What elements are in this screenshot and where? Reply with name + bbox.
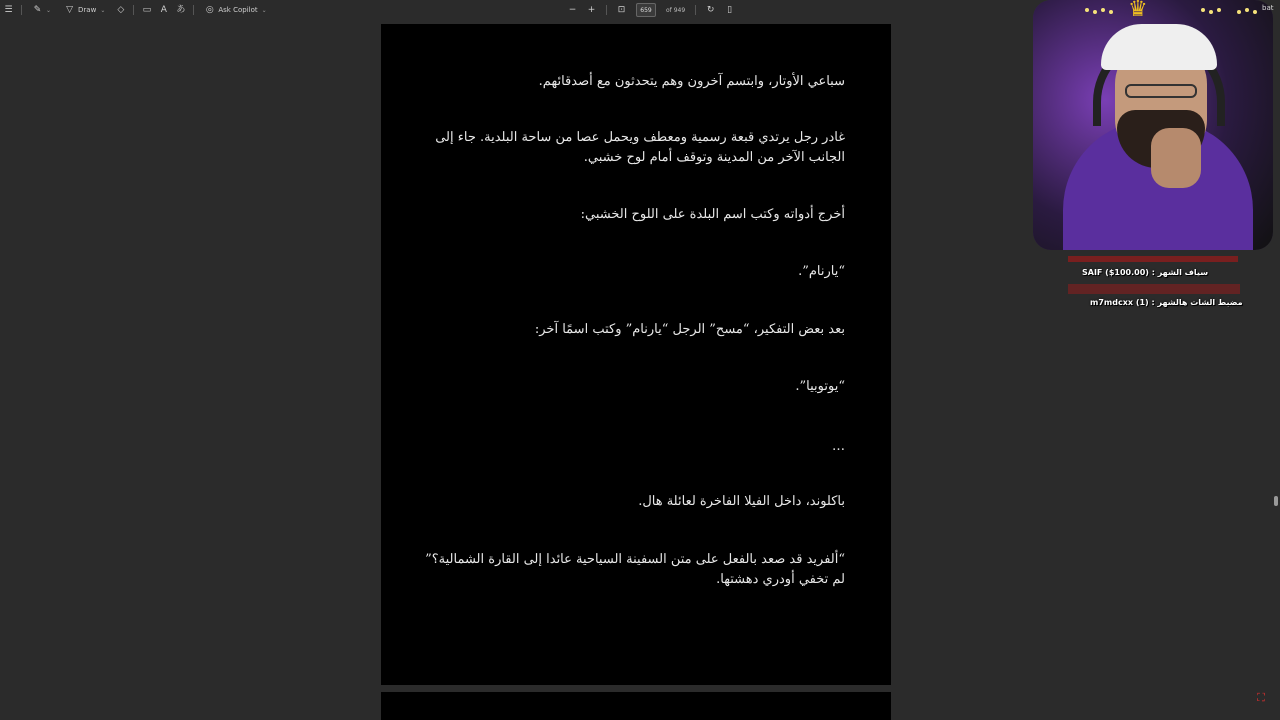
read-aloud-icon[interactable]: A <box>160 4 167 15</box>
page-number-input[interactable]: 659 <box>636 3 656 17</box>
red-overlay-bar <box>1068 284 1240 294</box>
pdf-next-page <box>381 692 891 720</box>
webcam-overlay <box>1033 0 1273 250</box>
scrollbar-thumb[interactable] <box>1274 496 1278 506</box>
red-overlay-bar <box>1068 256 1238 262</box>
toolbar-left-group <box>4 0 270 20</box>
draw-label: Draw <box>78 6 97 14</box>
toolbar-separator <box>606 5 607 15</box>
paragraph: بعد بعض التفكير، “مسح” الرجل “يارنام” وكتب اسمًا آخر: <box>534 322 845 337</box>
toolbar-separator <box>193 5 194 15</box>
list-icon[interactable]: ☰ <box>4 4 13 15</box>
toolbar-separator <box>133 5 134 15</box>
chevron-down-icon: ⌄ <box>261 6 267 14</box>
textbox-icon[interactable]: ▭ <box>142 4 152 15</box>
page-view-icon[interactable]: ▯ <box>727 4 733 15</box>
page-total-label: of 949 <box>666 6 686 14</box>
paragraph: باكلوند، داخل الفيلا الفاخرة لعائلة هال. <box>638 494 845 509</box>
crown-icon: ♛ <box>1128 0 1148 22</box>
rotate-icon[interactable]: ↻ <box>706 4 715 15</box>
translate-icon[interactable]: あ <box>176 4 186 15</box>
toolbar-separator <box>21 5 22 15</box>
paragraph: غادر رجل يرتدي قبعة رسمية ومعطف ويحمل عصا من ساحة البلدية. جاء إلى الجانب الآخر من المدينة وتوقف أمام لوح خشبي. <box>435 130 845 165</box>
copilot-icon: ◎ <box>205 4 214 15</box>
paragraph: … <box>832 439 845 454</box>
draw-icon: ▽ <box>66 4 73 15</box>
acrobat-icon[interactable]: ⛶ <box>1257 691 1265 704</box>
paragraph: سباعي الأوتار، وابتسم آخرون وهم يتحدثون مع أصدقائهم. <box>538 74 845 89</box>
paragraph: “يارنام”. <box>798 264 845 279</box>
paragraph: أخرج أدواته وكتب اسم البلدة على اللوح الخشبي: <box>580 207 845 222</box>
glasses <box>1125 84 1197 98</box>
toolbar-page-controls <box>568 0 734 20</box>
white-cap <box>1101 24 1217 70</box>
pdf-page <box>381 24 891 685</box>
zoom-out-icon[interactable]: − <box>568 4 577 15</box>
paragraph: “يوتوبيا”. <box>795 379 845 394</box>
string-lights <box>1033 4 1273 18</box>
draw-button[interactable] <box>62 2 108 18</box>
copilot-label: Ask Copilot <box>218 6 258 14</box>
chat-mod-text: مضبط الشات هالشهر : m7mdcxx (1) <box>1090 298 1243 307</box>
ask-copilot-button[interactable] <box>202 2 269 18</box>
chevron-down-icon: ⌄ <box>100 6 106 14</box>
chevron-down-icon: ⌄ <box>46 6 52 14</box>
paragraph: “ألفريد قد صعد بالفعل على متن السفينة السياحية عائدا إلى القارة الشمالية؟” لم تخفي أودري دهشتها. <box>425 552 845 587</box>
corner-text: bat <box>1262 4 1274 12</box>
fit-page-icon[interactable]: ⊡ <box>617 4 626 15</box>
toolbar-separator <box>695 5 696 15</box>
highlighter-icon: ✎ <box>33 4 42 15</box>
streamer-hand <box>1151 128 1201 188</box>
top-donor-text: سياف الشهر : SAIF ($100.00) <box>1082 268 1209 277</box>
highlight-button[interactable] <box>30 2 54 18</box>
eraser-icon[interactable]: ◇ <box>117 4 125 15</box>
zoom-in-icon[interactable]: + <box>587 4 596 15</box>
